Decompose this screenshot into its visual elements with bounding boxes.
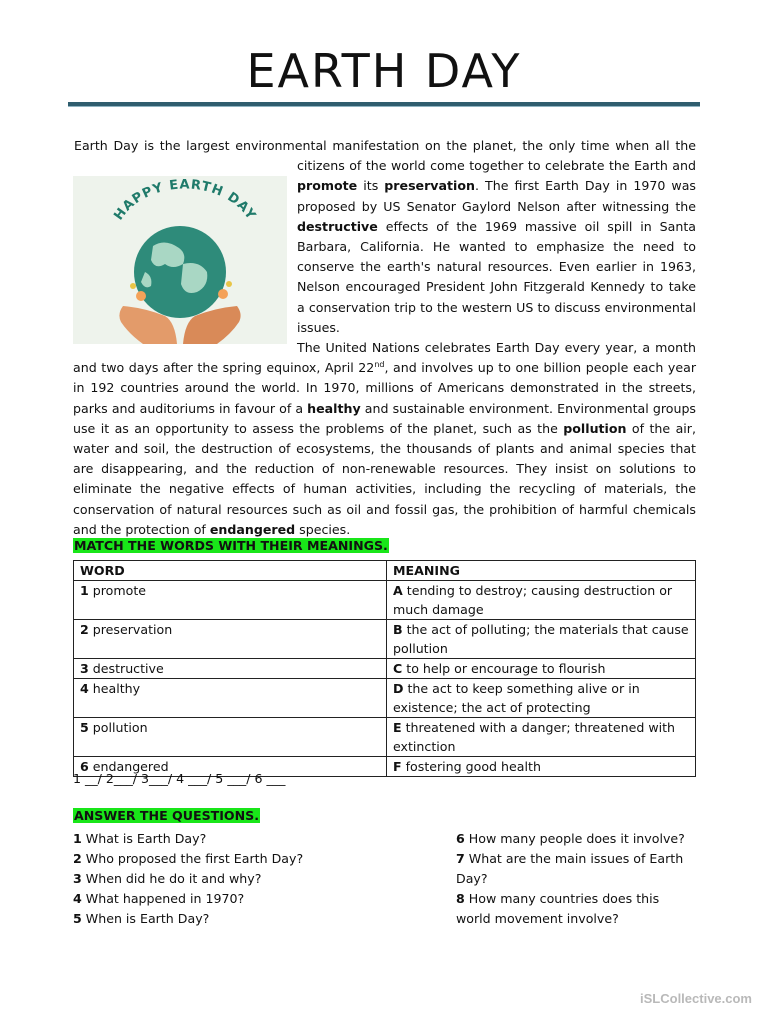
questions-right [456, 829, 696, 929]
meaning-text: the act to keep something alive or in existence; the act of protecting [393, 681, 640, 715]
word-number: 2 [80, 622, 89, 637]
keyword: promote [297, 178, 358, 194]
table-row [74, 620, 696, 659]
intro-paragraph-2 [73, 338, 696, 540]
meaning-text: to help or encourage to flourish [402, 661, 606, 676]
question-item [456, 829, 696, 849]
match-heading: MATCH THE WORDS WITH THEIR MEANINGS. [74, 538, 388, 553]
question-item [73, 869, 433, 889]
meaning-letter: E [393, 720, 402, 735]
word-number: 3 [80, 661, 89, 676]
word-cell [74, 718, 387, 757]
questions-heading: ANSWER THE QUESTIONS. [74, 808, 260, 823]
question-text: Who proposed the first Earth Day? [81, 851, 304, 866]
meaning-cell [387, 757, 696, 777]
title-divider [68, 102, 700, 107]
match-table-body [74, 561, 696, 777]
question-item [73, 849, 433, 869]
meaning-cell [387, 620, 696, 659]
text-run: Earth Day is the largest environmental manifestation on the planet, the only time when all the citizens of the world come together to celebrate the Earth and [74, 138, 696, 174]
text-run: of the air, water and soil, the destruction of ecosystems, the thousands of plants and animal species that are disappearing, and the reduction of non-renewable resources. They insist on solutions to eliminate the negative effects of human activities, including the recycling of materials, the conservation of natural resources such as oil and fossil gas, the prohibition of harmful chemicals and the protection of [73, 420, 696, 537]
text-run: species. [295, 521, 351, 537]
text-run: The United Nations celebrates Earth Day every year, a month and two days after the spring equinox, April 22 [73, 340, 696, 376]
word-text: pollution [88, 720, 148, 735]
question-number: 1 [73, 831, 82, 846]
meaning-cell [387, 718, 696, 757]
word-cell [74, 620, 387, 659]
meaning-cell [387, 679, 696, 718]
meaning-letter: C [393, 661, 403, 676]
question-text: When is Earth Day? [81, 911, 210, 926]
question-text: How many countries does this world movement involve? [456, 891, 660, 926]
answer-line: 1 __/ 2___/ 3___/ 4 ___/ 5 ___/ 6 ___ [73, 771, 286, 786]
meaning-text: threatened with a danger; threatened with extinction [393, 720, 676, 754]
earth-day-illustration [73, 176, 287, 344]
table-row [74, 718, 696, 757]
text-run: and sustainable environment. Environmental groups use it as an opportunity to assess the problems of the planet, such as the [73, 400, 696, 436]
question-text: What is Earth Day? [81, 831, 207, 846]
meaning-letter: D [393, 681, 404, 696]
keyword: healthy [307, 400, 361, 416]
table-row [74, 581, 696, 620]
meaning-letter: F [393, 759, 402, 774]
word-cell [74, 581, 387, 620]
questions-left [73, 829, 433, 929]
text-run: effects of the 1969 massive oil spill in Santa Barbara, California. He wanted to emphasize the need to conserve the earth's natural resources. Even earlier in 1963, Nelson encouraged President John Fitzgerald Kennedy to take a conservation trip to the western US to discuss environmental issues. [297, 218, 696, 335]
earth-hands-icon [73, 176, 287, 344]
word-text: endangered [88, 759, 169, 774]
word-text: promote [88, 583, 147, 598]
site-watermark: iSLCollective.com [640, 991, 752, 1006]
question-number: 8 [456, 891, 465, 906]
question-item [456, 889, 696, 929]
text-run: , and involves up to one billion people each year in 192 countries around the world. In 1970, millions of Americans demonstrated in the streets, parks and auditoriums in favour of a [73, 360, 696, 416]
word-cell [74, 679, 387, 718]
question-text: What are the main issues of Earth Day? [456, 851, 684, 886]
meaning-text: the act of polluting; the materials that cause pollution [393, 622, 689, 656]
page-title: EARTH DAY [246, 44, 522, 98]
word-text: destructive [88, 661, 164, 676]
question-text: When did he do it and why? [81, 871, 262, 886]
question-item [73, 909, 433, 929]
meaning-column-header: MEANING [393, 563, 460, 578]
word-number: 5 [80, 720, 89, 735]
word-column-header: WORD [80, 563, 125, 578]
text-run: its [357, 178, 385, 194]
word-text: preservation [88, 622, 173, 637]
keyword: destructive [297, 218, 378, 234]
word-number: 4 [80, 681, 89, 696]
word-text: healthy [88, 681, 141, 696]
meaning-letter: A [393, 583, 403, 598]
meaning-letter: B [393, 622, 403, 637]
keyword: pollution [563, 420, 627, 436]
question-number: 2 [73, 851, 82, 866]
text-run: . The first Earth Day in 1970 was proposed by US Senator Gaylord Nelson after witnessing the [297, 178, 696, 214]
intro-wrapped-text [73, 136, 696, 540]
meaning-text: tending to destroy; causing destruction or much damage [393, 583, 673, 617]
match-table [73, 560, 696, 777]
table-row [74, 679, 696, 718]
word-cell [74, 659, 387, 679]
meaning-cell [387, 581, 696, 620]
question-number: 7 [456, 851, 465, 866]
table-row [74, 659, 696, 679]
meaning-cell [387, 659, 696, 679]
word-number: 1 [80, 583, 89, 598]
question-number: 4 [73, 891, 82, 906]
word-number: 6 [80, 759, 89, 774]
question-item [73, 889, 433, 909]
question-item [456, 849, 696, 889]
keyword: endangered [209, 521, 296, 537]
question-number: 3 [73, 871, 82, 886]
illustration-lettering: HAPPY EARTH DAY [111, 177, 259, 224]
meaning-text: fostering good health [401, 759, 541, 774]
keyword: preservation [384, 178, 475, 194]
question-number: 6 [456, 831, 465, 846]
ordinal-suffix: nd [374, 360, 385, 370]
table-header-row [74, 561, 696, 581]
question-text: How many people does it involve? [464, 831, 685, 846]
question-text: What happened in 1970? [81, 891, 245, 906]
question-number: 5 [73, 911, 82, 926]
question-item [73, 829, 433, 849]
